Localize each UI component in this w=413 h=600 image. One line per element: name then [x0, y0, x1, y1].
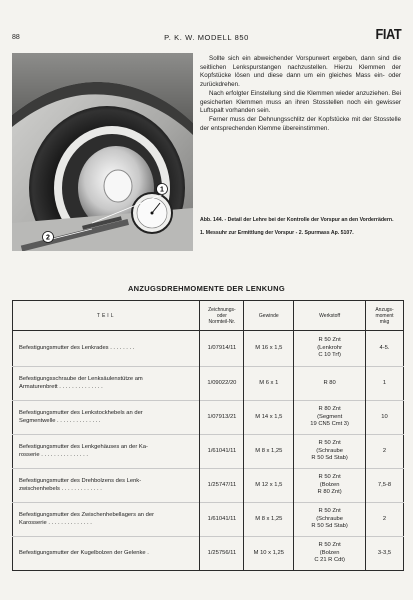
cell-drawing-number: 1/07913/21 — [200, 401, 244, 435]
fiat-logo: FIAT — [375, 26, 401, 43]
cell-thread: M 8 x 1,25 — [244, 503, 294, 537]
cell-torque: 10 — [366, 401, 404, 435]
cell-thread: M 12 x 1,5 — [244, 469, 294, 503]
cell-part: Befestigungsschraube der Lenksäulenstütze am Armaturenbrett . . . . . . . . . . . . . . — [13, 367, 200, 401]
table-row — [13, 367, 404, 401]
cell-material: R 50 Znt (Lenkrohr C 10 Trf) — [294, 331, 366, 367]
header-drawing-number: Zeichnungs- oder Normteil-Nr. — [200, 301, 244, 331]
wheel-gauge-photo — [12, 53, 193, 251]
table-row — [13, 503, 404, 537]
cell-thread: M 14 x 1,5 — [244, 401, 294, 435]
cell-drawing-number: 1/25756/11 — [200, 537, 244, 571]
cell-torque: 2 — [366, 503, 404, 537]
table-row — [13, 435, 404, 469]
cell-drawing-number: 1/61041/11 — [200, 503, 244, 537]
cell-material: R 80 — [294, 367, 366, 401]
header-torque: Anzugs- moment mkg — [366, 301, 404, 331]
table-row — [13, 537, 404, 571]
callout-2: 2 — [46, 234, 50, 242]
cell-part: Befestigungsmutter der Kugelbolzen der Gelenke . — [13, 537, 200, 571]
table-header-row — [13, 301, 404, 331]
cell-part: Befestigungsmutter des Lenkrades . . . . . . . . — [19, 344, 135, 351]
cell-torque: 3-3,5 — [366, 537, 404, 571]
caption-title: Abb. 144. - Detail der Lehre bei der Kontrolle der Vorspur an den Vorderrädern. — [200, 217, 394, 223]
cell-thread: M 16 x 1,5 — [244, 331, 294, 367]
cell-part: Befestigungsmutter des Lenkgehäuses an der Ka- rosserie . . . . . . . . . . . . . . . — [13, 435, 200, 469]
cell-thread: M 8 x 1,25 — [244, 435, 294, 469]
cell-material: R 50 Znt (Schraube R 50 Sd Stab) — [294, 435, 366, 469]
table-row — [13, 469, 404, 503]
header-thread: Gewinde — [244, 301, 294, 331]
callout-1: 1 — [160, 186, 164, 194]
header-part: TEIL — [13, 301, 200, 331]
cell-thread: M 10 x 1,25 — [244, 537, 294, 571]
running-title: P. K. W. MODELL 850 — [164, 33, 249, 42]
section-title: ANZUGSDREHMOMENTE DER LENKUNG — [127, 284, 286, 293]
header-material: Werkstoff — [294, 301, 366, 331]
torque-table — [12, 300, 404, 571]
cell-torque: 4-5. — [366, 331, 404, 367]
figure-caption — [200, 216, 405, 237]
cell-torque: 7,5-8 — [366, 469, 404, 503]
table-row — [13, 331, 404, 367]
cell-part: Befestigungsmutter des Zwischenhebellagers an der Karosserie . . . . . . . . . . . . . . — [13, 503, 200, 537]
caption-legend: 1. Messuhr zur Ermittlung der Vorspur - 2. Spurmass Ap. 5107. — [200, 229, 354, 236]
cell-drawing-number: 1/25747/11 — [200, 469, 244, 503]
cell-torque: 2 — [366, 435, 404, 469]
cell-material: R 50 Znt (Bolzen R 80 Znt) — [294, 469, 366, 503]
page-number: 88 — [12, 34, 20, 41]
cell-thread: M 6 x 1 — [244, 367, 294, 401]
cell-part: Befestigungsmutter des Lenkstockhebels an der Segmentwelle . . . . . . . . . . . . . . — [13, 401, 200, 435]
cell-drawing-number: 1/61041/11 — [200, 435, 244, 469]
cell-material: R 50 Znt (Bolzen C 21 R Cdt) — [294, 537, 366, 571]
cell-drawing-number: 1/09022/20 — [200, 367, 244, 401]
cell-torque: 1 — [366, 367, 404, 401]
cell-part: Befestigungsmutter des Drehbolzens des Lenk- zwischenhebels . . . . . . . . . . . . . — [13, 469, 200, 503]
table-row — [13, 401, 404, 435]
cell-material: R 80 Znt (Segment 19 CN5 Cmt 3) — [294, 401, 366, 435]
paragraph-2: Nach erfolgter Einstellung sind die Klemmen wieder anzuziehen. Bei gesicherten Klemmen muss an ihren Stosstellen noch ein gewisser Luftspalt vorhanden sein. — [200, 89, 401, 115]
paragraph-1: Sollte sich ein abweichender Vorspurwert ergeben, dann sind die seitlichen Lenkspurstangen nachzustellen. Hierzu Klemmen der Kopfstücke lösen und diese dann um ein gleiches Mass ein- oder zurückdrehen. — [200, 55, 401, 89]
cell-material: R 50 Znt (Schraube R 50 Sd Stab) — [294, 503, 366, 537]
paragraph-3: Ferner muss der Dehnungsschlitz der Kopfstücke mit der Stosstelle der entsprechenden Klemme übereinstimmen. — [200, 115, 401, 132]
cell-drawing-number: 1/07914/11 — [200, 331, 244, 367]
body-text — [200, 55, 401, 133]
